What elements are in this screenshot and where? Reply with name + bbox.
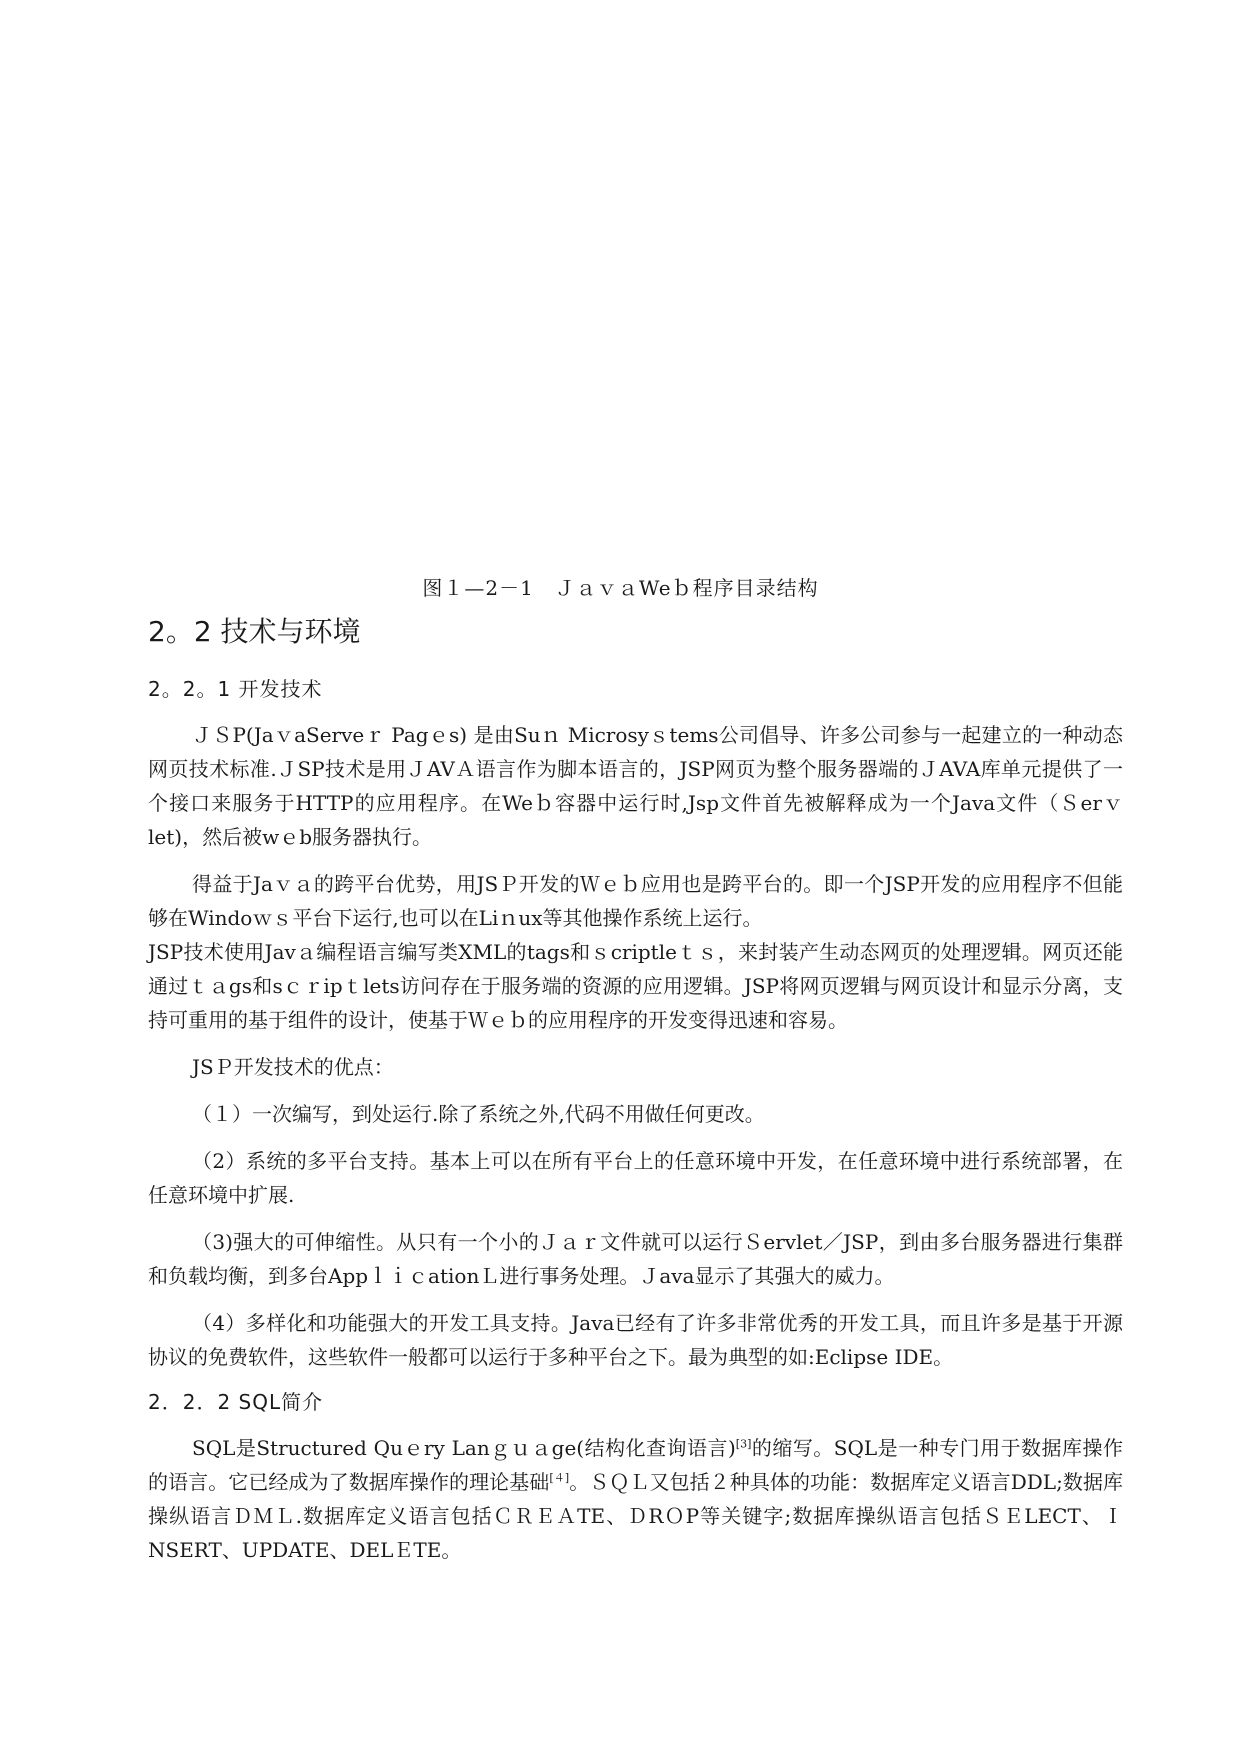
paragraph-cross-platform: 得益于Jaｖａ的跨平台优势，用JSＰ开发的Ｗｅｂ应用也是跨平台的。即一个JSP开发的应用程序不但能够在Windoｗｓ平台下运行,也可以在Liｎux等其他操作系统上运行。 [148, 872, 1123, 930]
paragraph-sql-intro [148, 1431, 1123, 1567]
paragraph-advantage-3: （3)强大的可伸缩性。从只有一个小的Ｊａｒ文件就可以运行Ｓervlet／JSP，到由多台服务器进行集群和负载均衡，到多台AppｌｉｃationＬ进行事务处理。Ｊava显示了其强大的威力。 [148, 1230, 1123, 1288]
paragraph-advantage-1: （１）一次编写，到处运行.除了系统之外,代码不用做任何更改。 [192, 1102, 765, 1126]
paragraph-jsp-intro: ＪＳP(JaｖaServeｒ Pagｅs) 是由Suｎ Microsyｓtems公司倡导、许多公司参与一起建立的一种动态网页技术标准.ＪSP技术是用ＪAVＡ语言作为脚本语言的，JSP网页为整个服务器端的ＪAVA库单元提供了一个接口来服务于HTTP的应用程序。在Weｂ容器中运行时,Jsp文件首先被解释成为一个Java文件（Ｓerｖlet)，然后被wｅb服务器执行。 [148, 723, 1123, 849]
paragraph-jsp-tags: JSP技术使用Javａ编程语言编写类XML的tags和ｓcriptleｔｓ，来封装产生动态网页的处理逻辑。网页还能通过ｔａgs和sｃｒipｔlets访问存在于服务端的资源的应用逻辑。JSP将网页逻辑与网页设计和显示分离，支持可重用的基于组件的设计，使基于Ｗｅｂ的应用程序的开发变得迅速和容易。 [148, 940, 1123, 1032]
paragraph-advantage-2: （2）系统的多平台支持。基本上可以在所有平台上的任意环境中开发，在任意环境中进行系统部署，在任意环境中扩展. [148, 1149, 1123, 1207]
section-heading: 2。2 技术与环境 [148, 615, 361, 648]
paragraph-advantage-4: （4）多样化和功能强大的开发工具支持。Java已经有了许多非常优秀的开发工具，而且许多是基于开源协议的免费软件，这些软件一般都可以运行于多种平台之下。最为典型的如:Eclipse IDE。 [148, 1311, 1123, 1369]
subsection-heading-dev-tech: 2。2。1 开发技术 [148, 677, 323, 701]
paragraph-advantages-title: JSＰ开发技术的优点： [192, 1055, 394, 1079]
page-content [148, 612, 1123, 1580]
sql-text-part-3: 。ＳＱＬ又包括２种具体的功能：数据库定义语言DDL;数据库操纵语言ＤＭＬ.数据库定义语言包括ＣＲＥＡTE、ＤRＯP等关键字;数据库操纵语言包括ＳＥLECT、ＩNSERT、UPDATE、DELＥTE。 [148, 1470, 1124, 1562]
citation-4: [４] [549, 1471, 570, 1485]
figure-placeholder [148, 40, 1118, 560]
sql-text-part-1: SQL是Structured Quｅry Lanｇｕａge(结构化查询语言) [192, 1436, 736, 1460]
subsection-heading-sql: 2．2．2 SQL简介 [148, 1390, 324, 1414]
figure-caption: 图１—2－1 ＪａｖａWeｂ程序目录结构 [422, 576, 819, 600]
citation-3: [3] [735, 1437, 752, 1451]
sql-text-part-2: 的缩写。SQL是一种专门用于数据库操作的语言。它已经成为了数据库操作的理论基础 [148, 1436, 1123, 1494]
